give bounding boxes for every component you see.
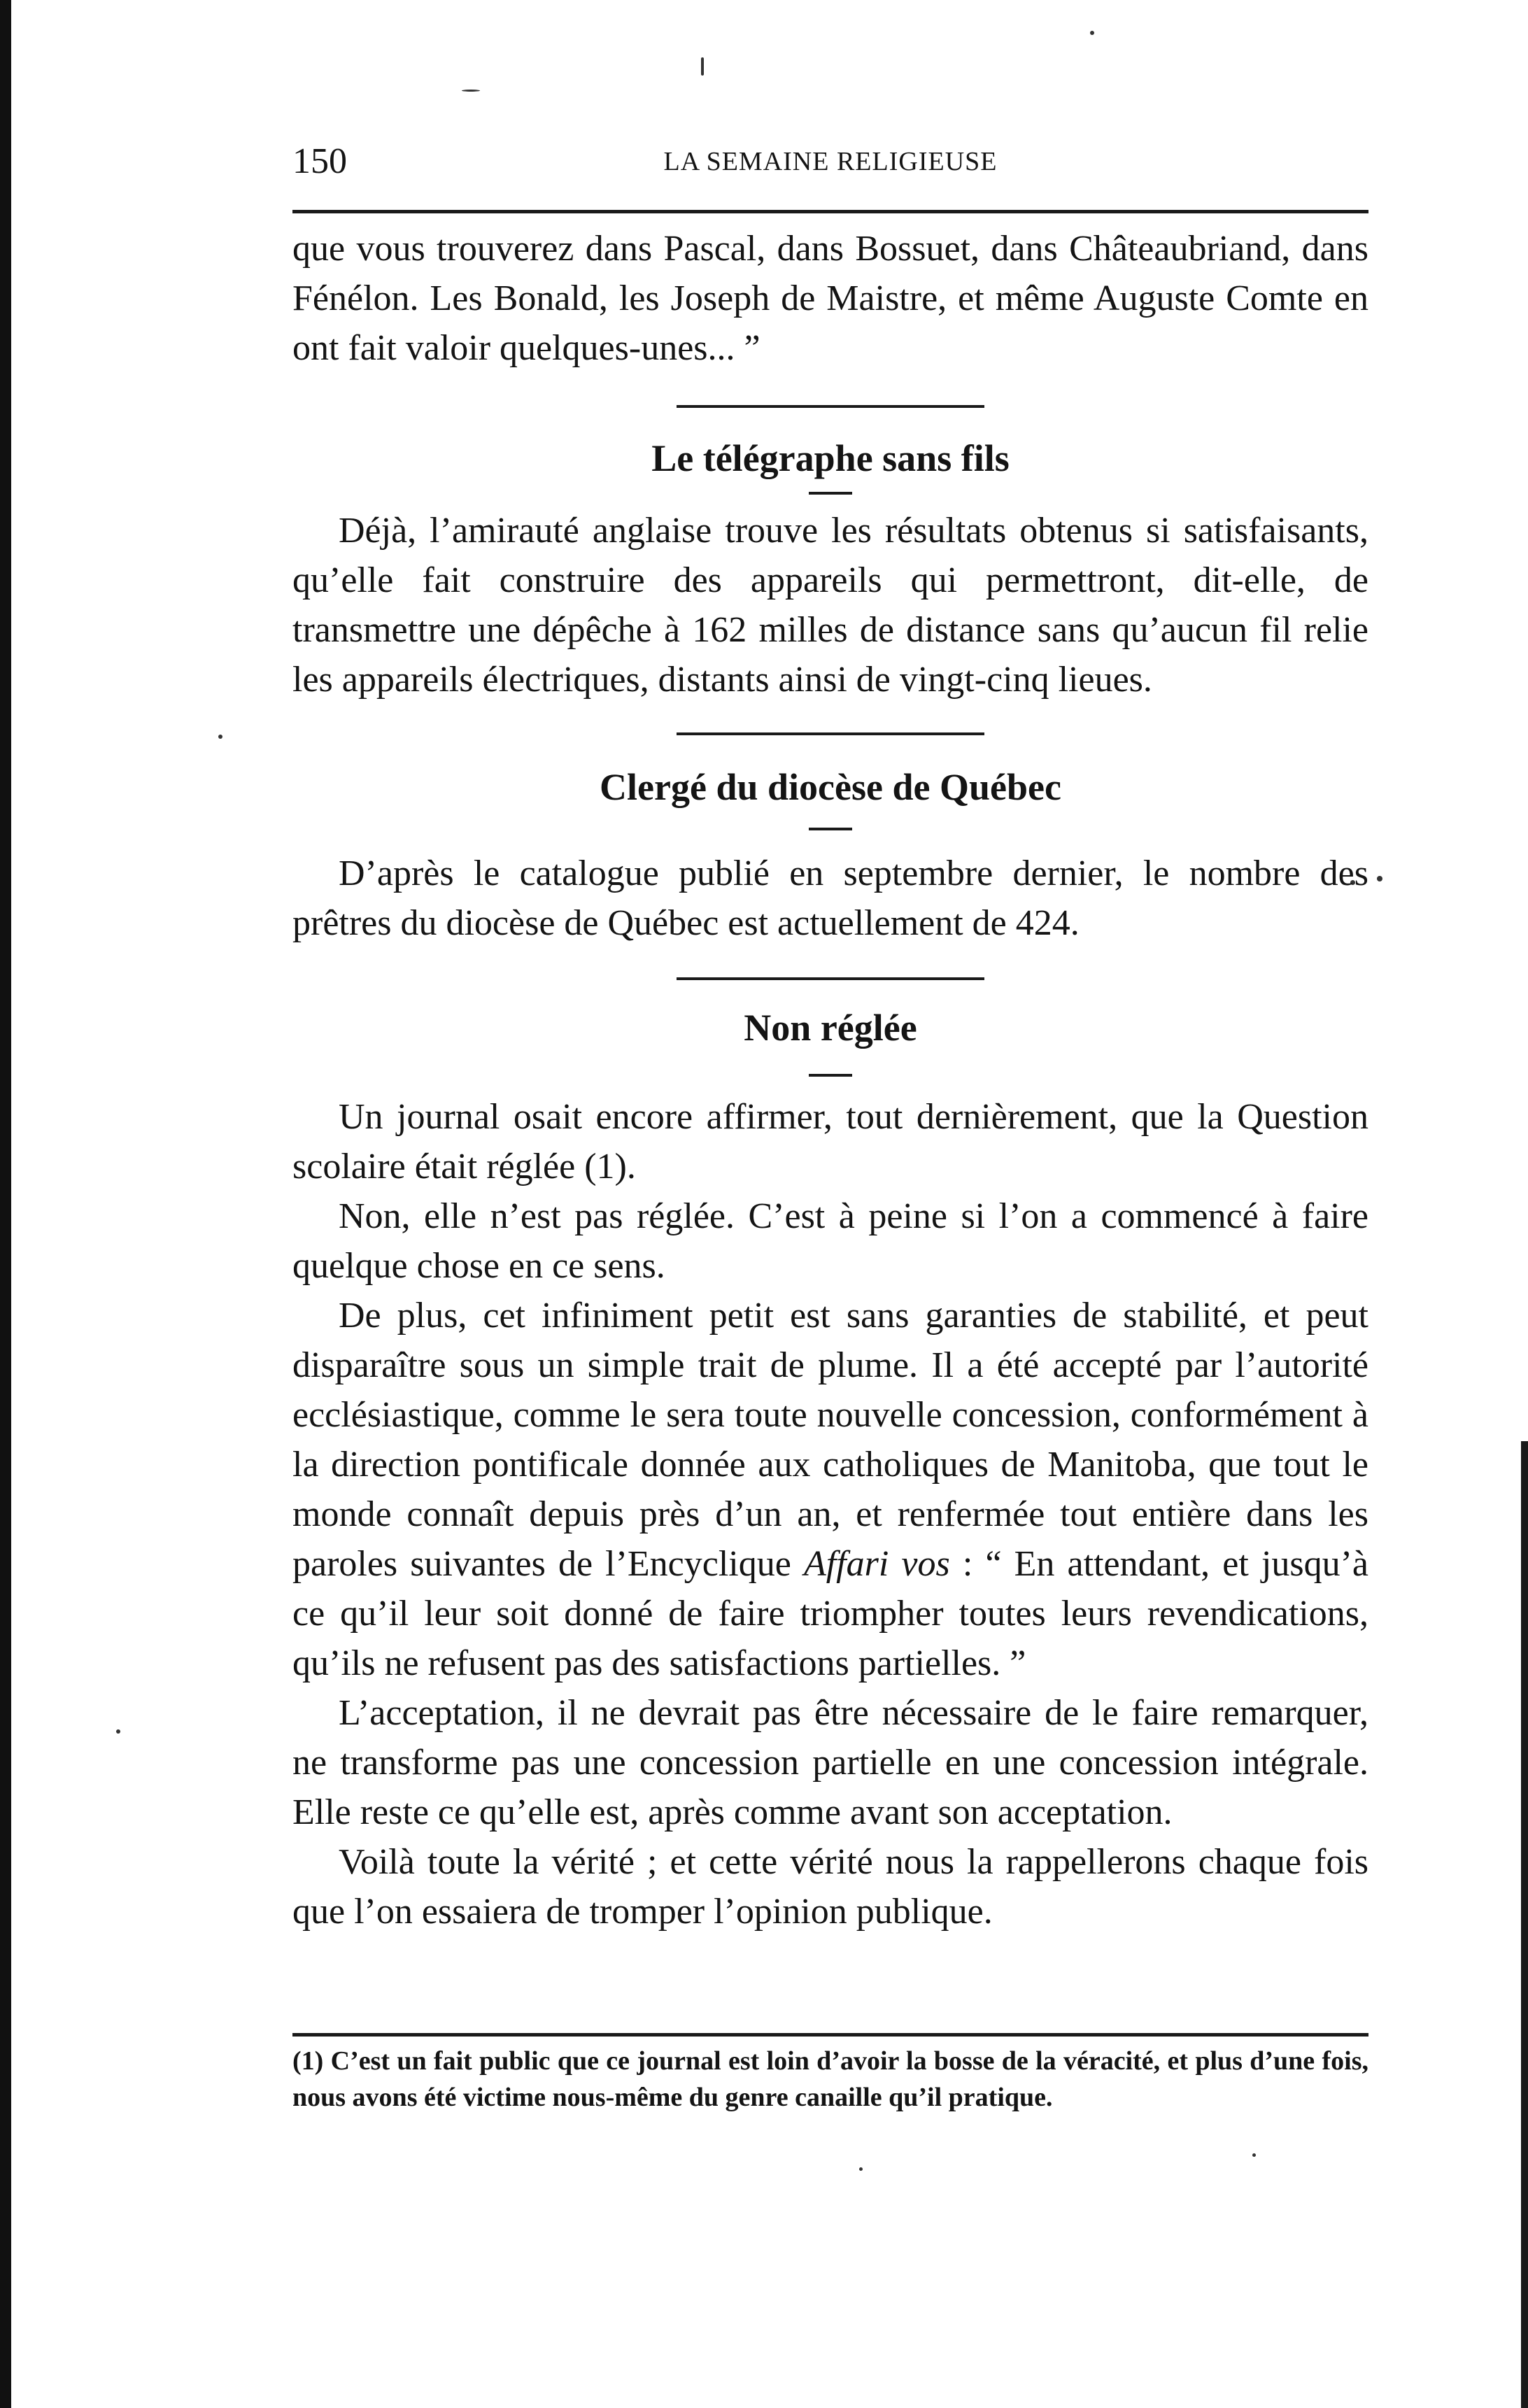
section-title-non-reglee: Non réglée [744,1007,917,1049]
scan-speck [116,1729,120,1734]
footnote [292,2043,1368,2116]
scan-speck [859,2167,863,2171]
paragraph-text: : “ En attendant, et jusqu’à ce qu’il leur soit donné de faire triompher toutes leurs revendications, qu’ils ne refusent pas des satisfactions partielles. ” [292,1544,1368,1683]
scan-speck [1252,2153,1256,2157]
scan-speck [1090,31,1094,35]
section-title-clerge: Clergé du diocèse de Québec [600,766,1061,808]
running-title: LA SEMAINE RELIGIEUSE [663,147,998,176]
intro-paragraph: que vous trouverez dans Pascal, dans Bossuet, dans Châteaubriand, dans Fénélon. Les Bonald, les Joseph de Maistre, et même Auguste Comte en ont fait valoir quelques-unes... ” [292,229,1368,368]
paragraph-non-reglee-5: Voilà toute la vérité ; et cette vérité nous la rappellerons chaque fois que l’on essaiera de tromper l’opinion publique. [292,1842,1368,1932]
scan-edge-left [0,0,11,2408]
paragraph-non-reglee-3 [292,1291,1368,1688]
scan-speck [1377,876,1382,881]
scan-speck [701,57,704,76]
paragraph-non-reglee-4: L’acceptation, il ne devrait pas être nécessaire de le faire remarquer, ne transforme pas une concession partielle en une concession intégrale. Elle reste ce qu’elle est, après comme avant son acceptation. [292,1693,1368,1832]
encyclical-title: Affari vos [803,1544,950,1584]
scan-edge-right [1521,1441,1528,2408]
page-body [292,224,1368,1936]
page-number: 150 [292,141,347,181]
header-rule [292,210,1368,213]
scan-speck [462,90,480,92]
page-header [292,137,1368,186]
paragraph-text: De plus, cet infiniment petit est sans garanties de stabilité, et peut disparaître sous un simple trait de plume. Il a été accepté par l’autorité ecclésiastique, comme le sera toute nouvelle concession, conformément à la direction pontificale donnée aux catholiques de Manitoba, que tout le monde connaît depuis près d’un an, et renfermée tout entière dans les paroles suivantes de l’Encyclique [292,1296,1368,1584]
paragraph-non-reglee-2: Non, elle n’est pas réglée. C’est à peine si l’on a commencé à faire quelque chose en ce sens. [292,1196,1368,1286]
footnote-rule [292,2033,1368,2037]
paragraph-non-reglee-1: Un journal osait encore affirmer, tout dernièrement, que la Question scolaire était réglée (1). [292,1097,1368,1187]
scan-speck [218,735,222,739]
paragraph-telegraphe: Déjà, l’amirauté anglaise trouve les résultats obtenus si satisfaisants, qu’elle fait construire des appareils qui permettront, dit-elle, de transmettre une dépêche à 162 milles de distance sans qu’aucun fil relie les appareils électriques, distants ainsi de vingt-cinq lieues. [292,511,1368,700]
section-title-telegraphe: Le télégraphe sans fils [651,437,1010,479]
footnote-text: (1) C’est un fait public que ce journal est loin d’avoir la bosse de la véracité, et plus d’une fois, nous avons été victime nous-même du genre canaille qu’il pratique. [292,2046,1368,2112]
paragraph-clerge: D’après le catalogue publié en septembre dernier, le nombre des prêtres du diocèse de Québec est actuellement de 424. [292,854,1368,943]
